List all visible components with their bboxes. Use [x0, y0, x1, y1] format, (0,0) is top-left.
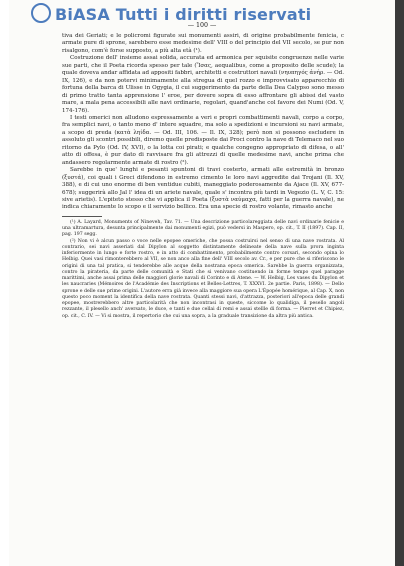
page-body [62, 33, 344, 320]
page-number: — 100 — [187, 22, 217, 29]
footnotes [62, 220, 344, 320]
biasa-logo-icon [31, 3, 51, 23]
footnote-rule [62, 216, 102, 217]
vertical-scrollbar[interactable] [395, 0, 404, 566]
footnote: (¹) A. Layard, Monuments of Nineveh, Tav. 71. — Una descrizione particolareggiata delle navi ordinarie fenicie e una ultramartura, desunta principalmente dai monumenti egizi, può vedersi in Maspero, op. cit., T. II (1897). Cap. II, pag. 197 segg. [62, 219, 344, 238]
paragraph: I testi omerici non alludono espressamente a veri e propri combattimenti navali, corpo a corpo, fra semplici navi, o tanto meno d' intere squadre, ma solo a spedizioni e incursioni su navi armate, a scopo di preda (κατὰ ληίδα. — Od. III, 106. — Il. IX, 328); però non si possono escludere in assoluto gli scontri possibili, diremo quelle predisposte dai Proci contro la nave di Telemaco nel suo ritorno da Pylo (Od. IV, XVI), o la lotta coi pirati; e qualche congegno appropriato di difesa, o all' atto di offesa, è pur dato di ravvisare fra gli attrezzi di quelle medesime navi, anche prima che andassero regolarmente armate di rostro (²). [62, 114, 344, 166]
scanned-page [9, 0, 395, 566]
paragraph: Sarebbe in que' lunghi e pesanti spuntoni di travi costerto, armati alle estremità in bronzo (ξυστά), coi quali i Greci difendono in estremo cimento le loro navi aggredite dai Trojani (Il. XV, 388), e di cui uno enorme di ben ventidue cubiti, maneggiato poderosamente da Ajace (Il. XV, 677-678); suggerirà allo Jal l' idea di un ariete navale, quale s' incontra più tardi in Vegezio (L. V, C. 15: sive arietis). L'epiteto stesso che vi applica il Poeta (ξυστὰ ναύμαχα, fatti per la guerra navale), ne indica chiaramente lo scopo e il servizio bellico. Era una specie di rostro volante, rimasto anche [62, 167, 344, 211]
paragraph: Costruzione dell' insieme assai solida, accurata ed armonica per squisite congruenze nelle varie sue parti, che il Poeta ricorda spesso per tale (Ἴσας, aequalibus, come a proposito delle scude); la quale doveva andar affidata ad appositi fabbri, architetti e costruttori navali (νηυπηγός ἀνήρ. — Od. IX, 126), e da non potervi minimamente alla stregua di quel rozzo e improvvisato apparecchio di fortuna della barca di Ulisse in Ogygia, il cui suggerimento da parte della Dea Calypso sono messo di primo tratto tanta apprensione l' eroe, per dovere sopra di esso affrontare gli abissi del vasto mare, a mala pena accessibili alle navi ordinarie, regolari, quand'anche col favore dei Numi (Od. V, 174-176). [62, 55, 344, 114]
paragraph: tiva dei Geriati; e le policromi figurate sui monumenti assiri, di origine probabilmente fenicia, c armate pure di sprone, sarebbero esse medesime dell' VIII o del principio del VII secolo, se pur non risalgono, com'è forse supposto, a più alta età (¹). [62, 33, 344, 54]
watermark-text: BiASA Tutti i diritti riservati [55, 5, 312, 24]
footnote: (²) Non vi è alcun passo o voce nelle epopee omeriche, che possa costruirsi nel senso di una nave rostrata. Al contrario, sei navi asseriati dal Dipylon al soggetto distintamente delineate della nave sulla prora inginta inferiormente in lungo e forte rostro, e in atto di combattimento, probabilmente contro corsari, secondo opina lo Helbig. Quei vasi rimonterebbero al VII, se non anco alla fine dell' VIII secolo av. Cr., e per pure che si riferiscono le origini di una tal pratica, si tenderebbe alle acque della nostrana epoca omerica. Sarebbe la guerra organizzata, contro la pirateria, da parte delle comunità e Stati che si venivano costituendo in forme tempo quel paragge marittimi, anche assai prima delle maggiori glorie navali di Corinto e di Atene. — W. Helbig, Les vases du Dipylon et les naucraries (Mémoires de l'Académie des Inscriptions et Belles-Lettres, T. XXXVI. 2e partie. Paris, 1898). — Dello sprone e delle sue prime origini. L'autore erra già invece alla maggiore sua opera L'Épopée homérique, al Cap. X, non questo poco moment la identifica della nave rostrata. Quanti stessi navi, d'attrazza, posteriori all'epoca delle grandi epopee, mostrerebbero altre particolarità che non incontrasi in queste, siccome lo qualidiga, il pesello angoli rezzante, il plesello anch' aversato, le duce, e tanti e due cellai di remi e assai stellle di forma. — Pierret et Chipiez, op. cit., C. IV. — Vi si mostra, il repertorio che cui una sopra, a la graduale transizione da altra più antica. [62, 238, 344, 319]
